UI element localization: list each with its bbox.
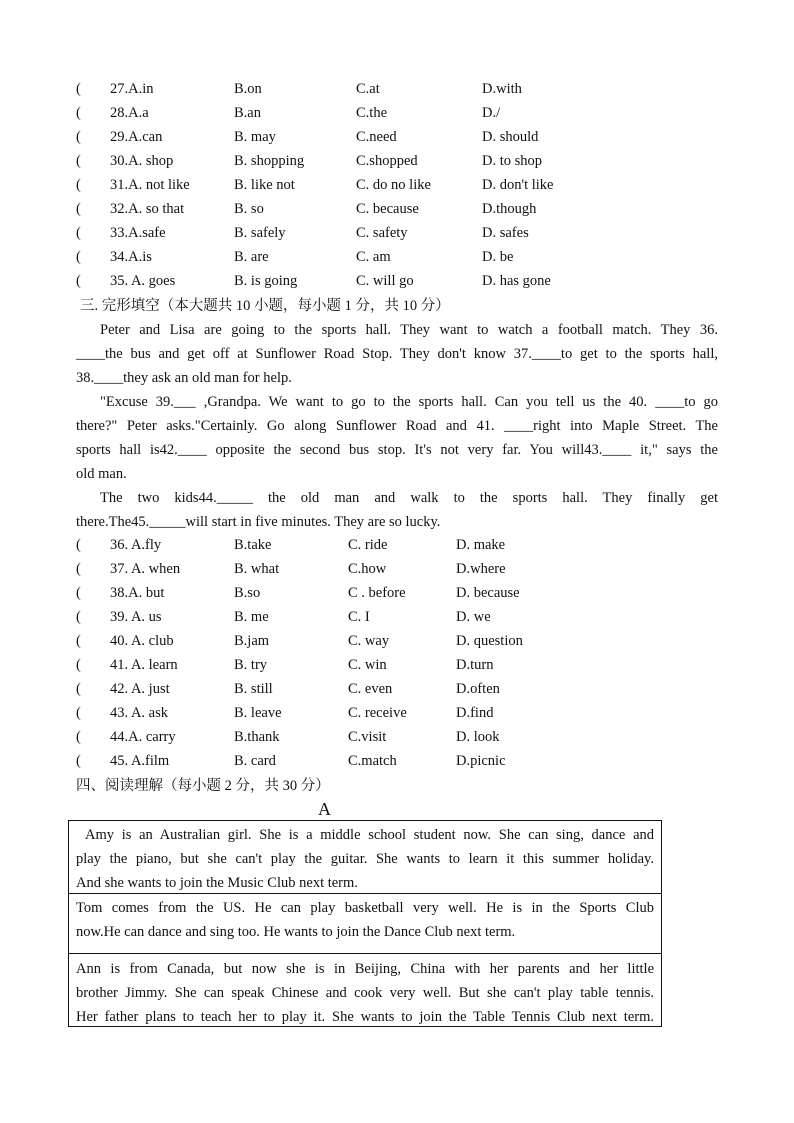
answer-blank[interactable]: ( [76, 681, 81, 697]
option-c: C. I [348, 609, 370, 625]
option-d: D. be [482, 249, 514, 265]
passage-letter: A [318, 799, 331, 819]
question-row [76, 678, 736, 700]
answer-blank[interactable]: ( [76, 273, 81, 289]
cloze-line: sports hall is42.____ opposite the second bus stop. It's not very far. You will43.____ it," says the [76, 442, 718, 458]
question-row [76, 606, 736, 628]
option-c: C. win [348, 657, 387, 673]
option-b: B.thank [234, 729, 280, 745]
option-d: D. to shop [482, 153, 543, 169]
question-row [76, 726, 736, 748]
option-d: D. don't like [482, 177, 554, 193]
option-d: D. we [456, 609, 491, 625]
option-d: D./ [482, 105, 501, 121]
question-number: 39. A. us [110, 609, 162, 625]
option-d: D. because [456, 585, 520, 601]
section-4-title: 四、阅读理解（每小题 2 分，共 30 分） [76, 778, 330, 794]
answer-blank[interactable]: ( [76, 633, 81, 649]
question-row [76, 246, 736, 268]
reading-box-tom [68, 893, 662, 954]
question-row [76, 702, 736, 724]
box-line: play the piano, but she can't play the guitar. She wants to learn it this summer holiday. [76, 851, 654, 867]
answer-blank[interactable]: ( [76, 105, 81, 121]
question-row [76, 102, 736, 124]
box-line: Amy is an Australian girl. She is a middle school student now. She can sing, dance and [85, 827, 654, 843]
answer-blank[interactable]: ( [76, 561, 81, 577]
option-b: B. like not [234, 177, 295, 193]
option-d: D.where [456, 561, 506, 577]
question-row [76, 222, 736, 244]
question-number: 41. A. learn [110, 657, 178, 673]
option-b: B.an [234, 105, 261, 121]
answer-blank[interactable]: ( [76, 657, 81, 673]
option-c: C. do no like [356, 177, 431, 193]
answer-blank[interactable]: ( [76, 249, 81, 265]
option-d: D.often [456, 681, 500, 697]
option-b: B. try [234, 657, 268, 673]
answer-blank[interactable]: ( [76, 609, 81, 625]
option-d: D. should [482, 129, 539, 145]
option-c: C.at [356, 81, 380, 97]
section-3-title: 三. 完形填空（本大题共 10 小题，每小题 1 分，共 10 分） [80, 298, 450, 314]
option-b: B. leave [234, 705, 282, 721]
option-c: C. am [356, 249, 391, 265]
option-b: B.take [234, 537, 272, 553]
option-b: B. shopping [234, 153, 305, 169]
option-d: D.though [482, 201, 537, 217]
answer-blank[interactable]: ( [76, 537, 81, 553]
option-c: C. because [356, 201, 419, 217]
option-b: B. card [234, 753, 276, 769]
option-b: B.on [234, 81, 262, 97]
answer-blank[interactable]: ( [76, 177, 81, 193]
question-number: 42. A. just [110, 681, 170, 697]
answer-blank[interactable]: ( [76, 705, 81, 721]
option-c: C.the [356, 105, 388, 121]
question-number: 35. A. goes [110, 273, 176, 289]
box-line: brother Jimmy. She can speak Chinese and cook very well. But she can't play table tennis. [76, 985, 654, 1001]
question-row [76, 270, 736, 292]
question-number: 34.A.is [110, 249, 152, 265]
box-line: now.He can dance and sing too. He wants to join the Dance Club next term. [76, 924, 516, 940]
answer-blank[interactable]: ( [76, 129, 81, 145]
option-d: D. question [456, 633, 523, 649]
cloze-line: old man. [76, 466, 127, 482]
answer-blank[interactable]: ( [76, 729, 81, 745]
option-d: D.find [456, 705, 494, 721]
question-number: 33.A.safe [110, 225, 166, 241]
option-d: D. safes [482, 225, 529, 241]
answer-blank[interactable]: ( [76, 81, 81, 97]
option-c: C. safety [356, 225, 408, 241]
question-number: 40. A. club [110, 633, 174, 649]
option-c: C. receive [348, 705, 407, 721]
option-b: B. still [234, 681, 273, 697]
cloze-line: ____the bus and get off at Sunflower Road Stop. They don't know 37.____to get to the sports hall, [76, 346, 718, 362]
option-c: C. will go [356, 273, 414, 289]
question-row [76, 78, 736, 100]
option-b: B. are [234, 249, 269, 265]
option-b: B. what [234, 561, 280, 577]
option-c: C.how [348, 561, 387, 577]
option-b: B. safely [234, 225, 286, 241]
option-d: D. has gone [482, 273, 551, 289]
question-number: 44.A. carry [110, 729, 176, 745]
option-c: C . before [348, 585, 406, 601]
option-d: D.with [482, 81, 522, 97]
cloze-line: there?" Peter asks."Certainly. Go along Sunflower Road and 41. ____right into Maple Street. The [76, 418, 718, 434]
question-row [76, 558, 736, 580]
box-line: Ann is from Canada, but now she is in Beijing, China with her parents and her little [76, 961, 654, 977]
option-c: C.need [356, 129, 397, 145]
question-row [76, 750, 736, 772]
question-number: 32.A. so that [110, 201, 185, 217]
question-number: 43. A. ask [110, 705, 168, 721]
option-c: C.visit [348, 729, 387, 745]
cloze-line: "Excuse 39.___ ,Grandpa. We want to go to the sports hall. Can you tell us the 40. ____to go [100, 394, 718, 410]
option-b: B.jam [234, 633, 270, 649]
option-b: B. me [234, 609, 269, 625]
question-number: 30.A. shop [110, 153, 174, 169]
question-row [76, 150, 736, 172]
question-row [76, 582, 736, 604]
cloze-line: Peter and Lisa are going to the sports hall. They want to watch a football match. They 36. [100, 322, 718, 338]
box-line: And she wants to join the Music Club next term. [76, 875, 358, 891]
question-row [76, 126, 736, 148]
question-number: 27.A.in [110, 81, 154, 97]
option-c: C.shopped [356, 153, 418, 169]
reading-box-amy [68, 820, 662, 894]
question-number: 29.A.can [110, 129, 163, 145]
option-d: D. look [456, 729, 500, 745]
answer-blank[interactable]: ( [76, 585, 81, 601]
question-row [76, 198, 736, 220]
question-row [76, 534, 736, 556]
question-number: 28.A.a [110, 105, 149, 121]
option-c: C. ride [348, 537, 388, 553]
cloze-line: The two kids44._____ the old man and walk to the sports hall. They finally get [100, 490, 718, 506]
cloze-line: there.The45._____will start in five minutes. They are so lucky. [76, 514, 441, 530]
box-line: Tom comes from the US. He can play basketball very well. He is in the Sports Club [76, 900, 654, 916]
option-d: D. make [456, 537, 506, 553]
option-b: B.so [234, 585, 261, 601]
question-number: 36. A.fly [110, 537, 162, 553]
question-number: 45. A.film [110, 753, 170, 769]
question-row [76, 630, 736, 652]
question-row [76, 654, 736, 676]
answer-blank[interactable]: ( [76, 753, 81, 769]
option-c: C. even [348, 681, 393, 697]
cloze-line: 38.____they ask an old man for help. [76, 370, 292, 386]
option-d: D.picnic [456, 753, 506, 769]
answer-blank[interactable]: ( [76, 153, 81, 169]
answer-blank[interactable]: ( [76, 225, 81, 241]
option-b: B. so [234, 201, 264, 217]
question-number: 37. A. when [110, 561, 181, 577]
option-c: C. way [348, 633, 390, 649]
option-c: C.match [348, 753, 397, 769]
option-b: B. is going [234, 273, 298, 289]
box-line: Her father plans to teach her to play it. She wants to join the Table Tennis Club next term. [76, 1009, 654, 1025]
answer-blank[interactable]: ( [76, 201, 81, 217]
option-d: D.turn [456, 657, 494, 673]
question-row [76, 174, 736, 196]
question-number: 38.A. but [110, 585, 165, 601]
reading-box-ann [68, 953, 662, 1027]
option-b: B. may [234, 129, 276, 145]
question-number: 31.A. not like [110, 177, 190, 193]
